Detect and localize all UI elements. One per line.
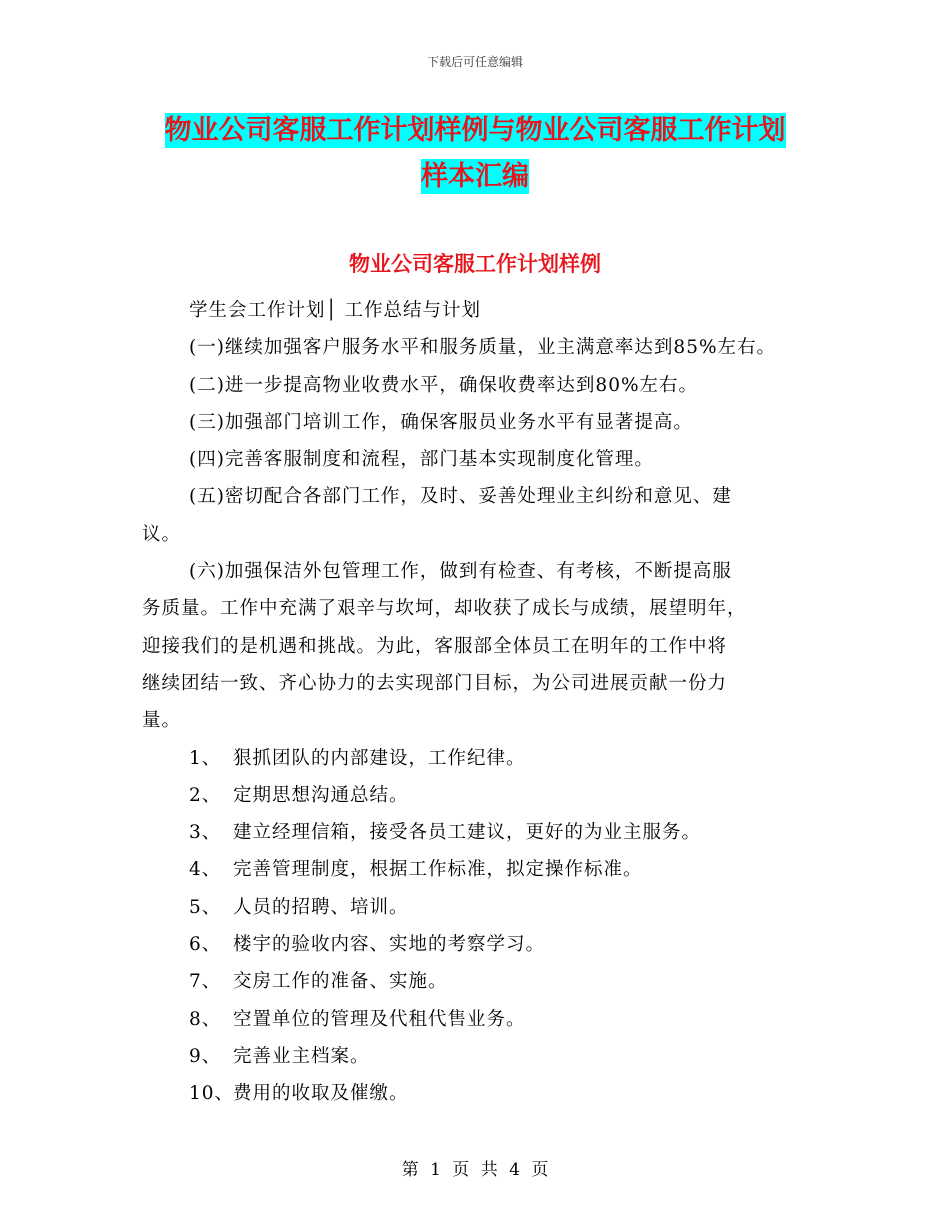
list-item: [142, 740, 842, 777]
list-text: 建立经理信箱，接受各员工建议，更好的为业主服务。: [233, 822, 702, 844]
paragraph-line: (五)密切配合各部门工作，及时、妥善处理业主纠纷和意见、建: [189, 486, 732, 508]
list-text: 楼宇的验收内容、实地的考察学习。: [233, 934, 546, 956]
list-text: 定期思想沟通总结。: [233, 784, 409, 806]
paragraph: 学生会工作计划│ 工作总结与计划: [189, 300, 482, 321]
list-text: 空置单位的管理及代租代售业务。: [233, 1008, 526, 1030]
list-number: 9、: [189, 1045, 222, 1067]
list-item: [142, 963, 842, 1000]
list-item: [142, 851, 842, 888]
list-number: 2、: [189, 784, 222, 806]
list-text: 交房工作的准备、实施。: [233, 971, 448, 993]
list-number: 4、: [189, 859, 222, 881]
paragraph-line: 议。: [142, 523, 182, 545]
paragraph-line: (六)加强保洁外包管理工作，做到有检查、有考核，不断提高服: [189, 561, 732, 583]
list-item: [142, 889, 842, 926]
list-text: 完善管理制度，根据工作标准，拟定操作标准。: [233, 859, 643, 881]
paragraph-line: 迎接我们的是机遇和挑战。为此，客服部全体员工在明年的工作中将: [142, 635, 728, 657]
list-number: 6、: [189, 934, 222, 956]
paragraph-line: 务质量。工作中充满了艰辛与坎坷，却收获了成长与成绩，展望明年，: [142, 598, 747, 620]
list-number: 10、: [189, 1083, 235, 1105]
section-title: 物业公司客服工作计划样例: [349, 252, 601, 276]
paragraph: (二)进一步提高物业收费水平，确保收费率达到80%左右。: [189, 374, 699, 396]
list-text: 狠抓团队的内部建设，工作纪律。: [233, 747, 526, 769]
list-number: 7、: [189, 971, 222, 993]
list-item: [142, 1001, 842, 1038]
header-note: 下载后可任意编辑: [426, 55, 523, 69]
paragraph-line: 继续团结一致、齐心协力的去实现部门目标，为公司进展贡献一份力: [142, 672, 728, 694]
list-number: 1、: [189, 747, 222, 769]
page-footer: 第 1 页 共 4 页: [401, 1160, 549, 1180]
document-body: [142, 292, 842, 1113]
list-text: 完善业主档案。: [233, 1045, 370, 1067]
list-item: [142, 926, 842, 963]
paragraph-line: 量。: [142, 710, 182, 732]
list-item: [142, 814, 842, 851]
list-number: 3、: [189, 822, 222, 844]
list-item: [142, 1038, 842, 1075]
list-number: 5、: [189, 896, 222, 918]
document-title: [0, 108, 950, 200]
list-text: 人员的招聘、培训。: [233, 896, 409, 918]
title-line-1: 物业公司客服工作计划样例与物业公司客服工作计划: [164, 115, 786, 146]
list-item: [142, 777, 842, 814]
paragraph: (三)加强部门培训工作，确保客服员业务水平有显著提高。: [189, 411, 693, 433]
title-line-2: 样本汇编: [421, 161, 529, 192]
list-number: 8、: [189, 1008, 222, 1030]
list-text: 费用的收取及催缴。: [233, 1083, 409, 1105]
paragraph: (四)完善客服制度和流程，部门基本实现制度化管理。: [189, 449, 654, 471]
paragraph: (一)继续加强客户服务水平和服务质量，业主满意率达到85%左右。: [189, 337, 777, 359]
list-item: [142, 1075, 842, 1112]
